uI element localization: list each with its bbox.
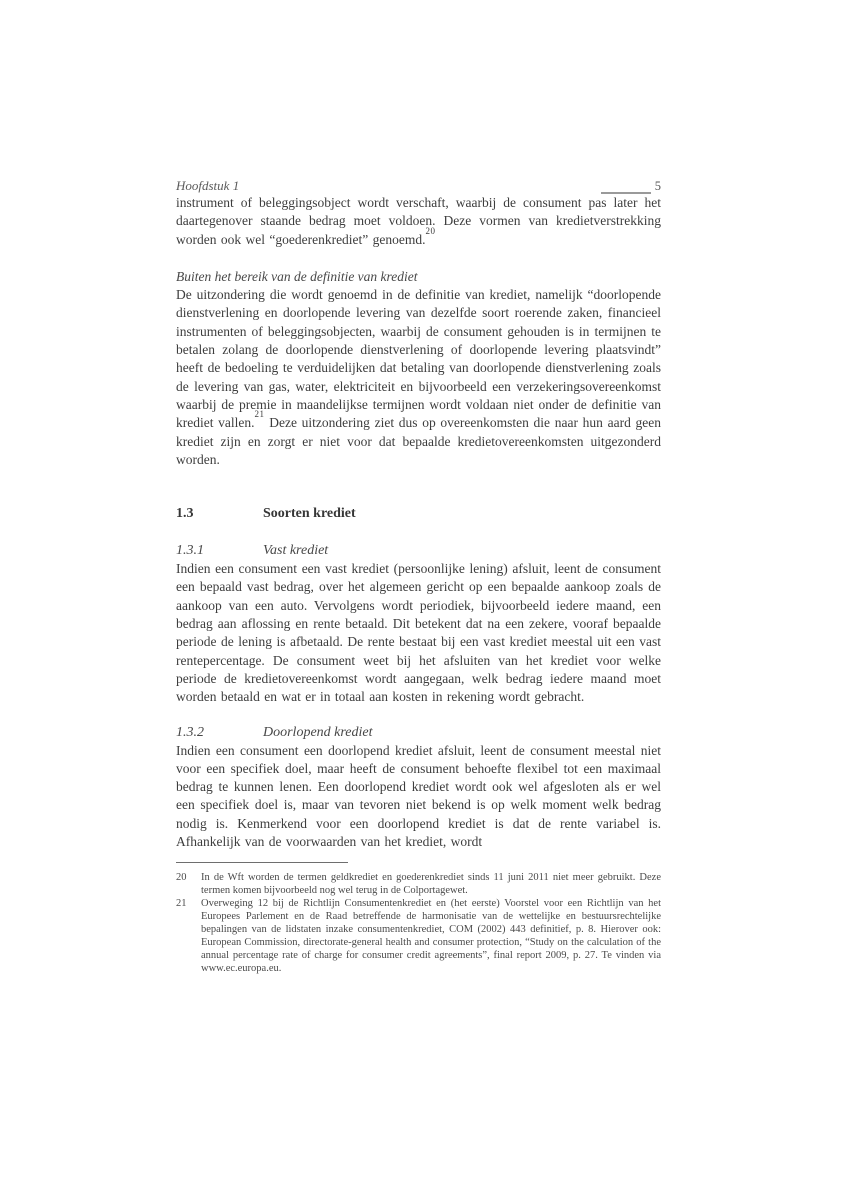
definition-text-after-ref: Deze uitzondering ziet dus op overeenkomsten die naar hun aard geen krediet zijn en zorgt er niet voor dat bepaalde kredietovereenkomsten uitgezonderd worden. <box>176 415 662 467</box>
page-number: 5 <box>654 179 661 193</box>
footnote-ref-20: 20 <box>425 225 436 236</box>
paragraph-vast-krediet: Indien een consument een vast krediet (persoonlijke lening) afsluit, leent de consument een bepaald vast bedrag, over het algemeen gericht op een bepaalde aankoop zoals de aankoop van een auto. Vervolgens wordt periodiek, bijvoorbeeld iedere maand, een bedrag aan aflossing en rente betaald. Dit betekent dat na een zekere, vooraf bepaalde periode de lening is afbetaald. De rente bestaat bij een vast krediet meestal uit een vast rentepercentage. De consument weet bij het afsluiten van het krediet voor welke periode de kredietovereenkomst wordt aangegaan, welk bedrag iedere maand moet worden betaald en wat er in totaal aan kosten in rekening wordt gebracht. <box>176 561 661 705</box>
footnote-20-text: In de Wft worden de termen geldkrediet en goederenkrediet sinds 11 juni 2011 niet meer gebruikt. Deze termen komen bijvoorbeeld nog wel terug in de Colportagewet. <box>201 872 661 897</box>
definition-text-before-ref: De uitzondering die wordt genoemd in de definitie van krediet, namelijk “doorlopende dienstverlening en doorlopende levering van dezelfde soort roerende zaken, financieel instrumenten of beleggingsobjecten, waarbij de consument gehouden is in termijnen te betalen zolang de doorlopende dienstverlening of doorlopende levering plaatsvindt” heeft de bedoeling te verduidelijken dat betaling van doorlopende dienstverlening zoals de levering van gas, water, elektriciteit en bijvoorbeeld een verzekeringsovereenkomst waarbij de premie in maandelijkse termijnen wordt voldaan niet onder de definitie van krediet vallen. <box>176 287 661 431</box>
section-title-1-3: Soorten krediet <box>263 506 356 522</box>
footnote-20 <box>176 871 661 897</box>
footnote-21 <box>176 897 661 975</box>
section-title-1-3-2: Doorlopend krediet <box>263 724 373 740</box>
section-number-1-3-2: 1.3.2 <box>176 724 204 740</box>
running-header <box>176 176 661 194</box>
footnotes-block <box>176 862 661 975</box>
page-number-block <box>601 178 661 194</box>
section-heading-1-3 <box>176 505 661 523</box>
footnote-20-number: 20 <box>176 872 187 884</box>
paragraph-intro <box>176 194 661 249</box>
footnote-separator-rule <box>176 862 348 863</box>
heading-buiten-bereik: Buiten het bereik van de definitie van krediet <box>176 268 418 284</box>
header-rule <box>601 178 651 194</box>
footnote-21-number: 21 <box>176 898 187 910</box>
footnote-21-text: Overweging 12 bij de Richtlijn Consumentenkrediet en (het eerste) Voorstel voor een Richtlijn van het Europees Parlement en de Raad betreffende de harmonisatie van de wettelijke en bestuursrechtelijke bepalingen van de lidstaten inzake consumentenkrediet, COM (2002) 443 definitief, p. 8. Hierover ook: European Commission, directorate-general health and consumer protection, “Study on the calculation of the annual percentage rate of charge for consumer credit agreements”, final report 2009, p. 27. Te vinden via www.ec.europa.eu. <box>201 898 661 975</box>
section-number-1-3-1: 1.3.1 <box>176 543 204 559</box>
paragraph-doorlopend-krediet: Indien een consument een doorlopend krediet afsluit, leent de consument meestal niet voor een specifiek doel, maar heeft de consument behoefte flexibel tot een maximaal bedrag te kunnen lenen. Een doorlopend krediet wordt ook wel afgesloten als er wel een specifiek doel is, maar van tevoren niet bekend is op welk moment welk bedrag nodig is. Kenmerkend voor een doorlopend krediet is dat de rente variabel is. Afhankelijk van de voorwaarden van het krediet, wordt <box>176 742 661 850</box>
section-heading-1-3-2 <box>176 724 661 742</box>
section-number-1-3: 1.3 <box>176 506 194 522</box>
section-heading-1-3-1 <box>176 542 661 560</box>
chapter-label: Hoofdstuk 1 <box>176 178 240 193</box>
paragraph-intro-text: instrument of beleggingsobject wordt verschaft, waarbij de consument pas later het daartegenover staande bedrag moet voldoen. Deze vormen van kredietverstrekking worden ook wel “goederenkrediet” genoemd. <box>176 195 661 247</box>
paragraph-definition-exception <box>176 286 661 469</box>
page-content <box>176 176 661 975</box>
section-title-1-3-1: Vast krediet <box>263 543 329 559</box>
footnote-ref-21: 21 <box>254 409 265 420</box>
